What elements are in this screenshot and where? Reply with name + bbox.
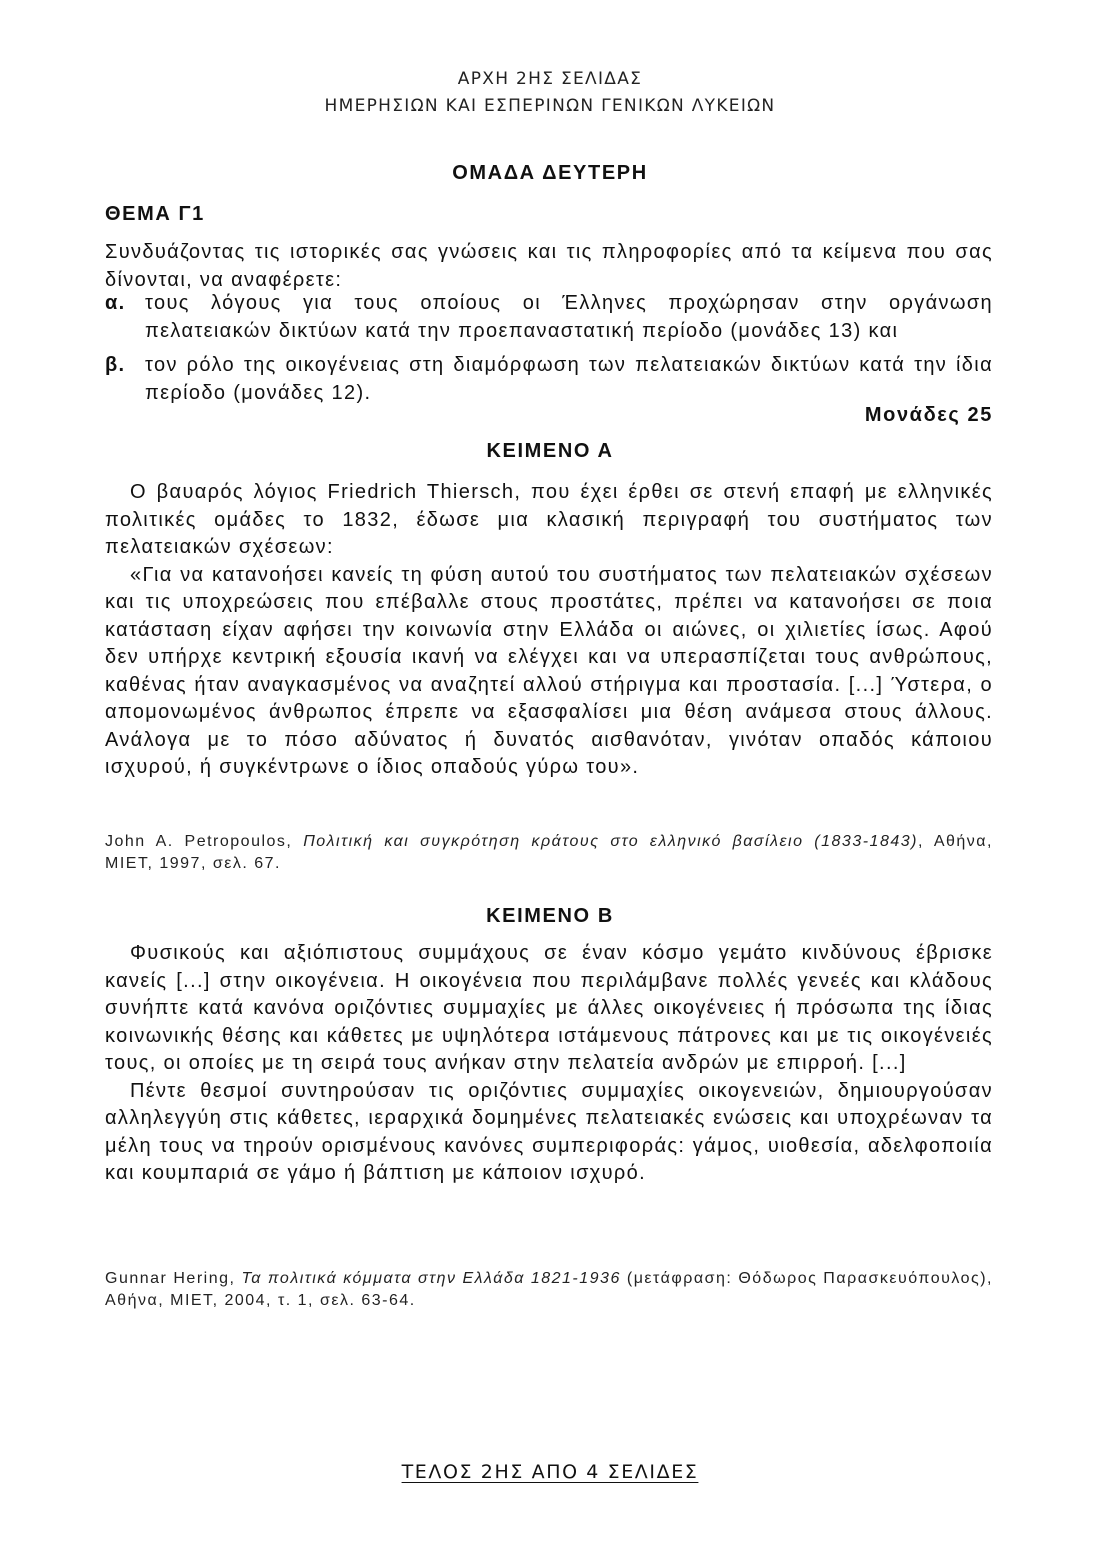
topic-intro-text: Συνδυάζοντας τις ιστορικές σας γνώσεις και τις πληροφορίες από τα κείμενα που σας δίνονται, να αναφέρετε:: [105, 241, 993, 291]
text-b-title: ΚΕΙΜΕΝΟ Β: [486, 905, 614, 927]
question-text: τον ρόλο της οικογένειας στη διαμόρφωση των πελατειακών δικτύων κατά την ίδια περίοδο (μονάδες 12).: [145, 354, 993, 404]
source-author: Gunnar Hering,: [105, 1270, 242, 1287]
text-b-body: [105, 940, 993, 1188]
text-a-title: ΚΕΙΜΕΝΟ Α: [486, 440, 614, 462]
question-item-a: [105, 290, 993, 345]
page-footer: [0, 1461, 1100, 1483]
page-header-line-1: ΑΡΧΗ 2ΗΣ ΣΕΛΙΔΑΣ: [457, 69, 643, 89]
page-header-line-2: ΗΜΕΡΗΣΙΩΝ ΚΑΙ ΕΣΠΕΡΙΝΩΝ ΓΕΝΙΚΩΝ ΛΥΚΕΙΩΝ: [324, 96, 776, 116]
group-title: ΟΜΑΔΑ ΔΕΥΤΕΡΗ: [452, 162, 648, 184]
marks-total: Μονάδες 25: [864, 404, 993, 426]
text-b-paragraph: Πέντε θεσμοί συντηρούσαν τις οριζόντιες συμμαχίες οικογενειών, δημιουργούσαν αλληλεγγύη στις κάθετες, ιεραρχικά δομημένες πελατειακές ενώσεις και υποχρέωναν τα μέλη τους να τηρούν ορισμένους κανόνες συμπεριφοράς: γάμος, υιοθεσία, αδελφοποιία και κουμπαριά σε γάμο ή βάπτιση με κάποιον ισχυρό.: [105, 1079, 993, 1184]
source-author: John A. Petropoulos,: [105, 833, 304, 850]
source-title: Τα πολιτικά κόμματα στην Ελλάδα 1821-1936: [241, 1270, 621, 1287]
topic-intro: [105, 239, 993, 294]
source-title: Πολιτική και συγκρότηση κράτους στο ελληνικό βασίλειο (1833-1843): [303, 833, 918, 850]
source-details: , Αθήνα, ΜΙΕΤ, 1997, σελ. 67.: [105, 833, 994, 872]
question-item-b: [105, 352, 993, 407]
source-details: (μετάφραση: Θόδωρος Παρασκευόπουλος), Αθήνα, ΜΙΕΤ, 2004, τ. 1, σελ. 63-64.: [105, 1270, 993, 1309]
text-a-source: [105, 831, 993, 875]
question-text: τους λόγους για τους οποίους οι Έλληνες προχώρησαν στην οργάνωση πελατειακών δικτύων κατά την προεπαναστατική περίοδο (μονάδες 13) και: [145, 292, 993, 342]
question-marker: α.: [105, 292, 126, 314]
text-a-body: [105, 479, 993, 782]
text-a-paragraph: Ο βαυαρός λόγιος Friedrich Thiersch, που έχει έρθει σε στενή επαφή με ελληνικές πολιτικές ομάδες το 1832, έδωσε μια κλασική περιγραφή του συστήματος των πελατειακών σχέσεων:: [105, 481, 993, 558]
text-b-source: [105, 1268, 993, 1312]
text-b-paragraph: Φυσικούς και αξιόπιστους συμμάχους σε έναν κόσμο γεμάτο κινδύνους έβρισκε κανείς [...] στην οικογένεια. Η οικογένεια που περιλάμβανε πολλές γενεές και κλάδους συνήπτε κατά κανόνα οριζόντιες συμμαχίες με άλλες οικογένειες ή πρόσωπα της ίδιας κοινωνικής θέσης και κάθετες με υψηλότερα ιστάμενους πάτρονες και με τις οικογένειές τους, οι οποίες με τη σειρά τους ανήκαν στην πελατεία ανδρών με επιρροή. [...]: [105, 942, 993, 1074]
topic-title: ΘΕΜΑ Γ1: [105, 203, 205, 225]
question-marker: β.: [105, 354, 126, 376]
page-footer-text: ΤΕΛΟΣ 2ΗΣ ΑΠΟ 4 ΣΕΛΙΔΕΣ: [401, 1461, 699, 1483]
text-a-paragraph: «Για να κατανοήσει κανείς τη φύση αυτού του συστήματος των πελατειακών σχέσεων και τις υποχρεώσεις που επέβαλλε στους προστάτες, πρέπει να κατανοήσει σε ποια κατάσταση είχαν αφήσει την κοινωνία στην Ελλάδα οι αιώνες, οι χιλιετίες ίσως. Αφού δεν υπήρχε κεντρική εξουσία ικανή να ελέγχει και να υπερασπίζεται τους ανθρώπους, καθένας ήταν αναγκασμένος να αναζητεί αλλού στήριγμα και προστασία. [...] Ύστερα, ο απομονωμένος άνθρωπος έπρεπε να εξασφαλίσει μια θέση ανάμεσα στους άλλους. Ανάλογα με το πόσο αδύνατος ή δυνατός αισθανόταν, γινόταν οπαδός κάποιου ισχυρού, ή συγκέντρωνε ο ίδιος οπαδούς γύρω του».: [105, 563, 993, 778]
